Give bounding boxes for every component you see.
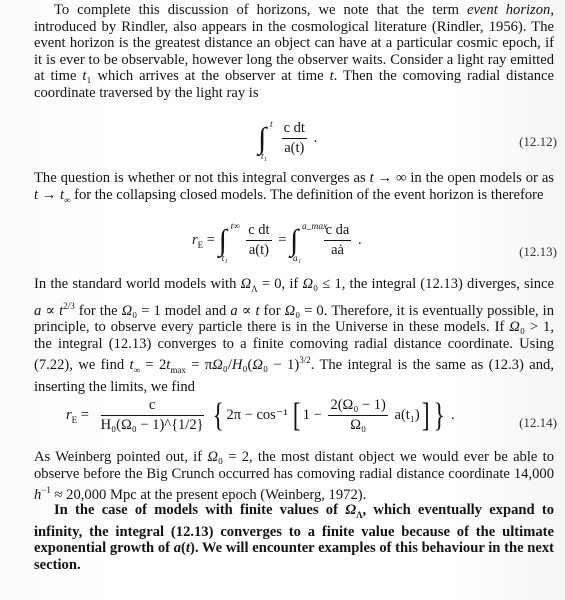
fraction-c-da-over-a-adot: $\frac{\text{c da}}{aȧ}$ [325, 222, 350, 258]
integral-sign: ∫ t t₁ [258, 119, 273, 162]
book-page: To complete this discussion of horizons, we note that the term event horizon, introduced by Rindler, also appears in the cosmological literature (Rindler, 1956). The event horizon is the greatest distance an object can have at a particular cosmic epoch, if it is ever to be observable, however long the observer waits. Consider a light ray emitted at time t₁ which arrives at the observer at time t. Then the comoving radial distance coordinate traversed by the light ray is ∫ t t₁ $\frac{\text{c dt}}{a(t)}$ . (12.12) The question is whether or not this integral converges as t → ∞ in the open models or as $t \to t_\infty$ for the collapsing closed models. The definition of the event horizon is therefore $r_E$ = ∫ t∞ t₁ $\frac{\text{c dt}}{a(t)}$ = ∫ a_max a₁ $\frac{\text{c da}}{aȧ}$ . (12.13) In the standard world models with $\Omega_\Lambda = 0$, if Ω₀ ≤ 1, the integral (12.13) diverges, since $a \propto t^{2/3}$ for the Ω₀ = 1 model and a ∝ t for Ω₀ = 0. Therefore, it is eventually possible, in principle, to observe every particle there is in the Universe in these models. If Ω₀ > 1, the integral (12.13) converges to a finite comoving radial distance coordinate. Using (7.22), we find $t_\infty = 2t_{max} = \pi\Omega_0/H_0(\Omega_0 - 1)^{3/2}$. The integral is the same as (12.3) and, inserting the limits, we find $r_E$ = $\frac{c}{\text{H₀(Ω₀ − 1)\textasciicircum{}\{1/2\}}}$ { 2π − cos⁻¹ [ 1 − $\frac{\text{2(Ω₀ − 1)}}{\text{Ω₀}}$ a(t₁)] } . (12.14) As Weinberg pointed out, if Ω₀ = 2, the most distant object we would ever be able to observe before the Big Crunch occurred has comoving radial distance coordinate 14,000 $h^{-1} \approx 20,000$ Mpc at the present epoch (Weinberg, 1972). In the case of models with finite values of $\Omega_\Lambda$, which eventually expand to infinity, the integral (12.13) converges to a finite value because of the ultimate exponential growth of a(t). We will encounter examples of this behaviour in the next section. [0, 0, 565, 600]
paragraph-standard-world-models: In the standard world models with $\Omega_\Lambda = 0$, if Ω₀ ≤ 1, the integral (12.13) diverges, since $a \propto t^{2/3}$ for the Ω₀ = 1 model and a ∝ t for Ω₀ = 0. Therefore, it is eventually possible, in principle, to observe every particle there is in the Universe in these models. If Ω₀ > 1, the integral (12.13) converges to a finite comoving radial distance coordinate. Using (7.22), we find $t_\infty = 2t_{max} = \pi\Omega_0/H_0(\Omega_0 - 1)^{3/2}$. The integral is the same as (12.3) and, inserting the limits, we find [34, 276, 554, 395]
fraction-c-over-h0: $\frac{c}{\text{H₀(Ω₀ − 1)\textasciicircum{}\{1/2\}}}$ [100, 397, 204, 433]
fraction-c-dt-over-a: $\frac{\text{c dt}}{a(t)}$ [248, 222, 270, 258]
paragraph-weinberg: As Weinberg pointed out, if Ω₀ = 2, the most distant object we would ever be able to observe before the Big Crunch occurred has comoving radial distance coordinate 14,000 $h^{-1} \approx 20,000$ Mpc at the present epoch (Weinberg, 1972). [34, 449, 554, 504]
integral-sign-scale-factor: ∫ a_max a₁ [290, 221, 328, 264]
paragraph-finite-lambda: In the case of models with finite values of $\Omega_\Lambda$, which eventually expand to infinity, the integral (12.13) converges to a finite value because of the ultimate exponential growth of a(t). We will encounter examples of this behaviour in the next section. [34, 502, 554, 573]
paragraph-convergence-question: The question is whether or not this integral converges as t → ∞ in the open models or as $t \to t_\infty$ for the collapsing closed models. The definition of the event horizon is therefore [34, 170, 554, 205]
fraction-omega-term: $\frac{\text{2(Ω₀ − 1)}}{\text{Ω₀}}$ [330, 397, 386, 433]
paragraph-event-horizon-intro: To complete this discussion of horizons, we note that the term event horizon, introduced by Rindler, also appears in the cosmological literature (Rindler, 1956). The event horizon is the greatest distance an object can have at a particular cosmic epoch, if it is ever to be observable, however long the observer waits. Consider a light ray emitted at time t₁ which arrives at the observer at time t. Then the comoving radial distance coordinate traversed by the light ray is [34, 2, 554, 101]
equation-number: (12.12) [519, 134, 557, 149]
integral-sign-time: ∫ t∞ t₁ [218, 221, 241, 264]
equation-number: (12.14) [519, 415, 557, 430]
equation-number: (12.13) [519, 244, 557, 259]
fraction-c-dt-over-a: $\frac{\text{c dt}}{a(t)}$ [283, 120, 305, 156]
